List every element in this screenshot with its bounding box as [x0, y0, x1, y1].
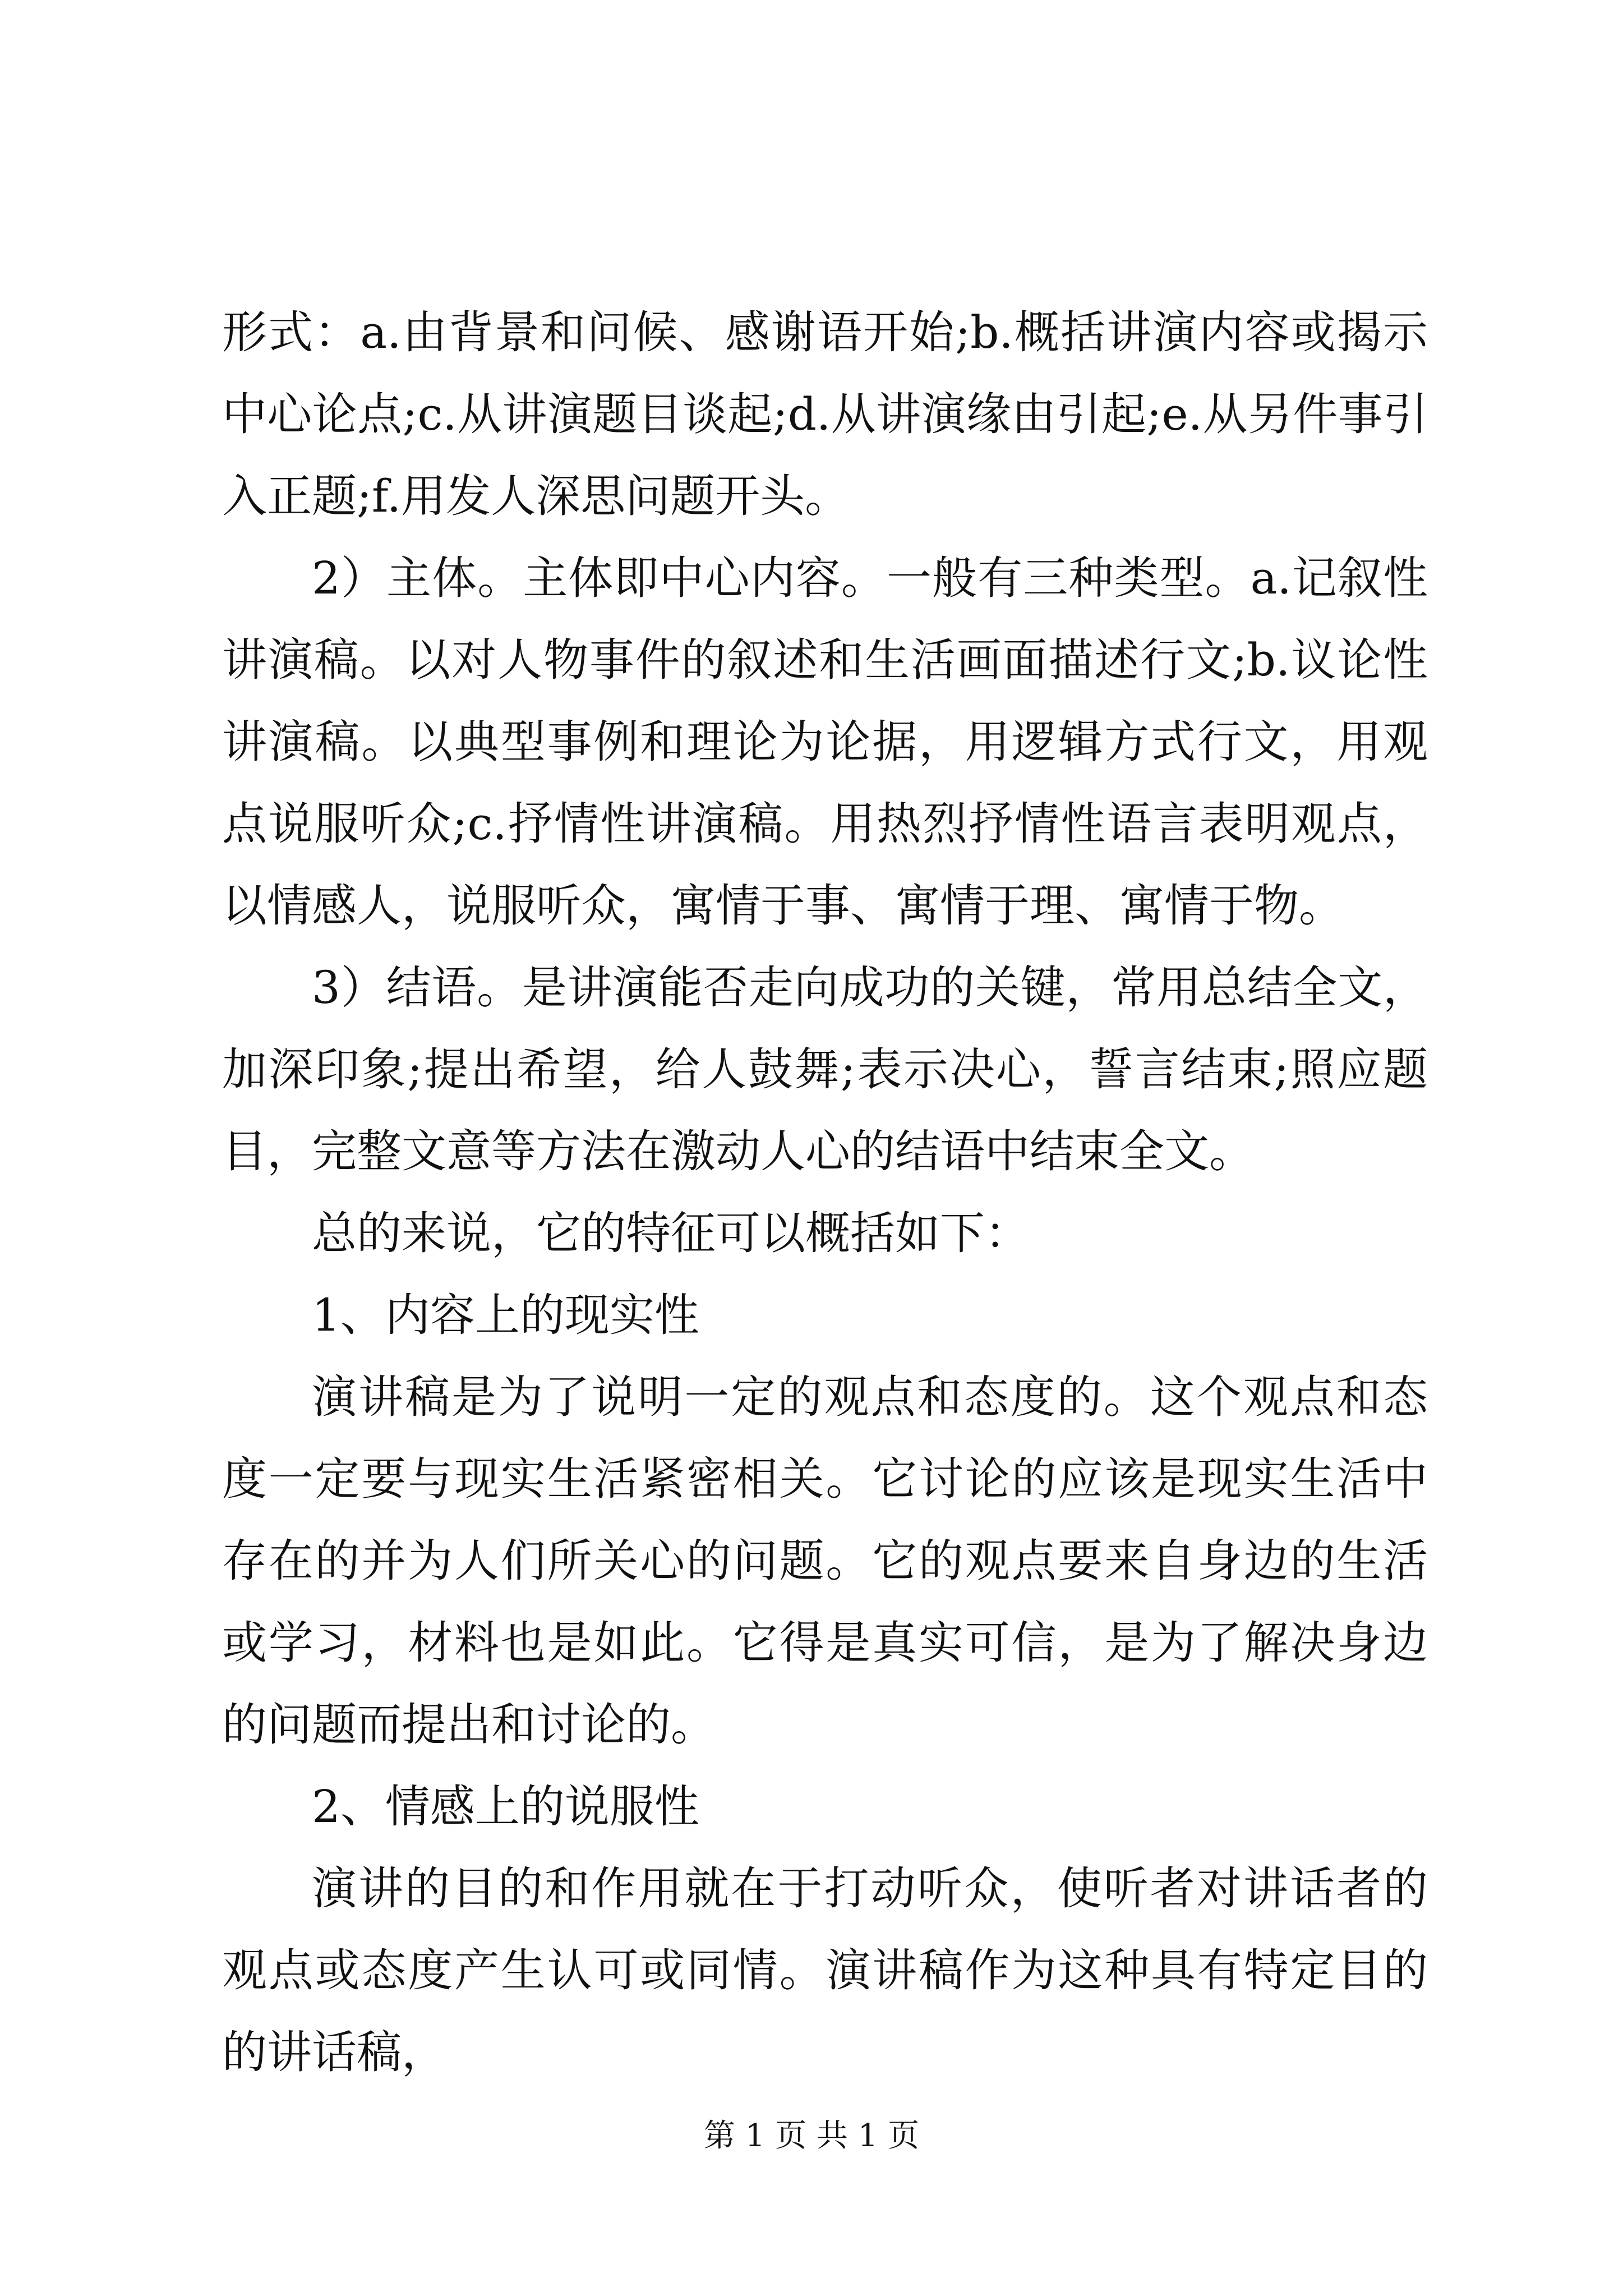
paragraph-opening-forms: 形式：a.由背景和问候、感谢语开始;b.概括讲演内容或揭示中心论点;c.从讲演题目谈起;d.从讲演缘由引起;e.从另件事引入正题;f.用发人深思问题开头。: [222, 306, 1428, 522]
paragraph-emotional-persuasion: 演讲的目的和作用就在于打动听众，使听者对讲话者的观点或态度产生认可或同情。演讲稿作为这种具有特定目的的讲话稿，: [222, 1862, 1428, 2078]
heading-content-realism: 1、内容上的现实性: [312, 1289, 699, 1341]
heading-emotional-persuasion: 2、情感上的说服性: [312, 1780, 699, 1833]
paragraph-conclusion-section: 3）结语。是讲演能否走向成功的关键，常用总结全文，加深印象;提出希望，给人鼓舞;表示决心，誓言结束;照应题目，完整文意等方法在激动人心的结语中结束全文。: [222, 961, 1428, 1177]
document-body: [222, 292, 1428, 2093]
paragraph-body-section: 2）主体。主体即中心内容。一般有三种类型。a.记叙性讲演稿。以对人物事件的叙述和生活画面描述行文;b.议论性讲演稿。以典型事例和理论为论据，用逻辑方式行文，用观点说服听众;c.抒情性讲演稿。用热烈抒情性语言表明观点，以情感人，说服听众，寓情于事、寓情于理、寓情于物。: [222, 552, 1428, 932]
paragraph-summary-intro: 总的来说，它的特征可以概括如下：: [312, 1207, 1030, 1259]
paragraph-content-realism: 演讲稿是为了说明一定的观点和态度的。这个观点和态度一定要与现实生活紧密相关。它讨论的应该是现实生活中存在的并为人们所关心的问题。它的观点要来自身边的生活或学习，材料也是如此。它得是真实可信，是为了解决身边的问题而提出和讨论的。: [222, 1371, 1428, 1751]
page-number-footer: 第 1 页 共 1 页: [703, 2118, 920, 2154]
